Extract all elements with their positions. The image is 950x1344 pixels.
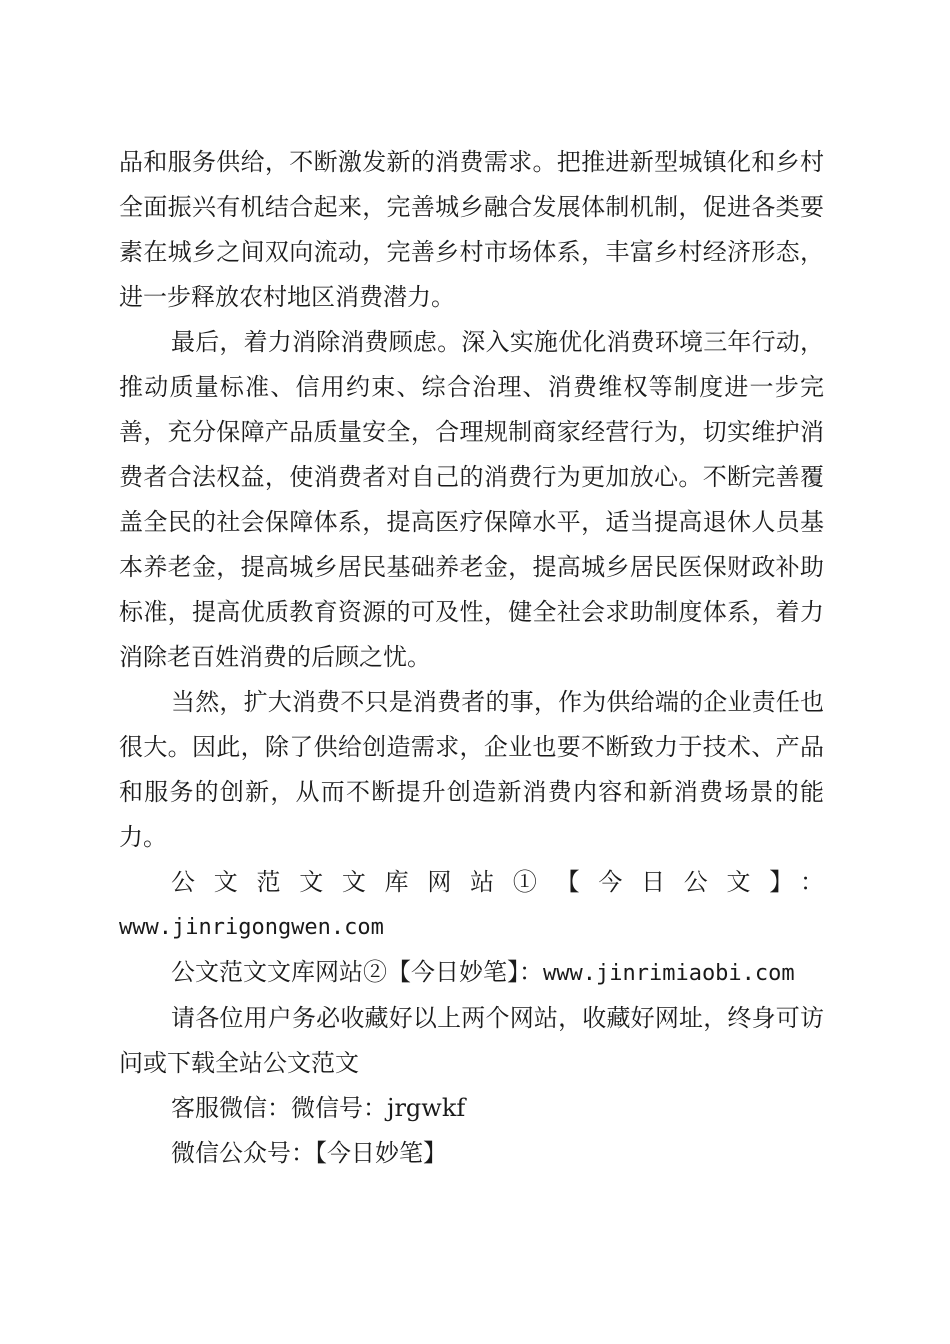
footer-wechat: 客服微信：微信号：jrgwkf: [171, 1094, 466, 1122]
footer-site2-label: 公文范文文库网站②【今日妙笔】：: [171, 958, 543, 986]
document-page: [119, 140, 824, 1176]
body-paragraph-3: 当然，扩大消费不只是消费者的事，作为供给端的企业责任也很大。因此，除了供给创造需求，企业也要不断致力于技术、产品和服务的创新，从而不断提升创造新消费内容和新消费场景的能力。: [119, 688, 824, 851]
footer-official-account: 微信公众号：【今日妙笔】: [171, 1139, 447, 1167]
body-paragraph-1: 品和服务供给，不断激发新的消费需求。把推进新型城镇化和乡村全面振兴有机结合起来，完善城乡融合发展体制机制，促进各类要素在城乡之间双向流动，完善乡村市场体系，丰富乡村经济形态，进一步释放农村地区消费潜力。: [119, 148, 824, 311]
footer-site1-url: www.jinrigongwen.com: [119, 915, 384, 940]
footer-site1-label: 公文范文文库网站①【今日公文】：: [171, 868, 824, 896]
body-paragraph-2: 最后，着力消除消费顾虑。深入实施优化消费环境三年行动，推动质量标准、信用约束、综合治理、消费维权等制度进一步完善，充分保障产品质量安全，合理规制商家经营行为，切实维护消费者合法权益，使消费者对自己的消费行为更加放心。不断完善覆盖全民的社会保障体系，提高医疗保障水平，适当提高退休人员基本养老金，提高城乡居民基础养老金，提高城乡居民医保财政补助标准，提高优质教育资源的可及性，健全社会求助制度体系，着力消除老百姓消费的后顾之忧。: [119, 328, 824, 671]
footer-site2: [119, 950, 824, 996]
footer-site2-url: www.jinrimiaobi.com: [543, 961, 795, 986]
footer-notice: 请各位用户务必收藏好以上两个网站，收藏好网址，终身可访问或下载全站公文范文: [119, 1004, 824, 1077]
